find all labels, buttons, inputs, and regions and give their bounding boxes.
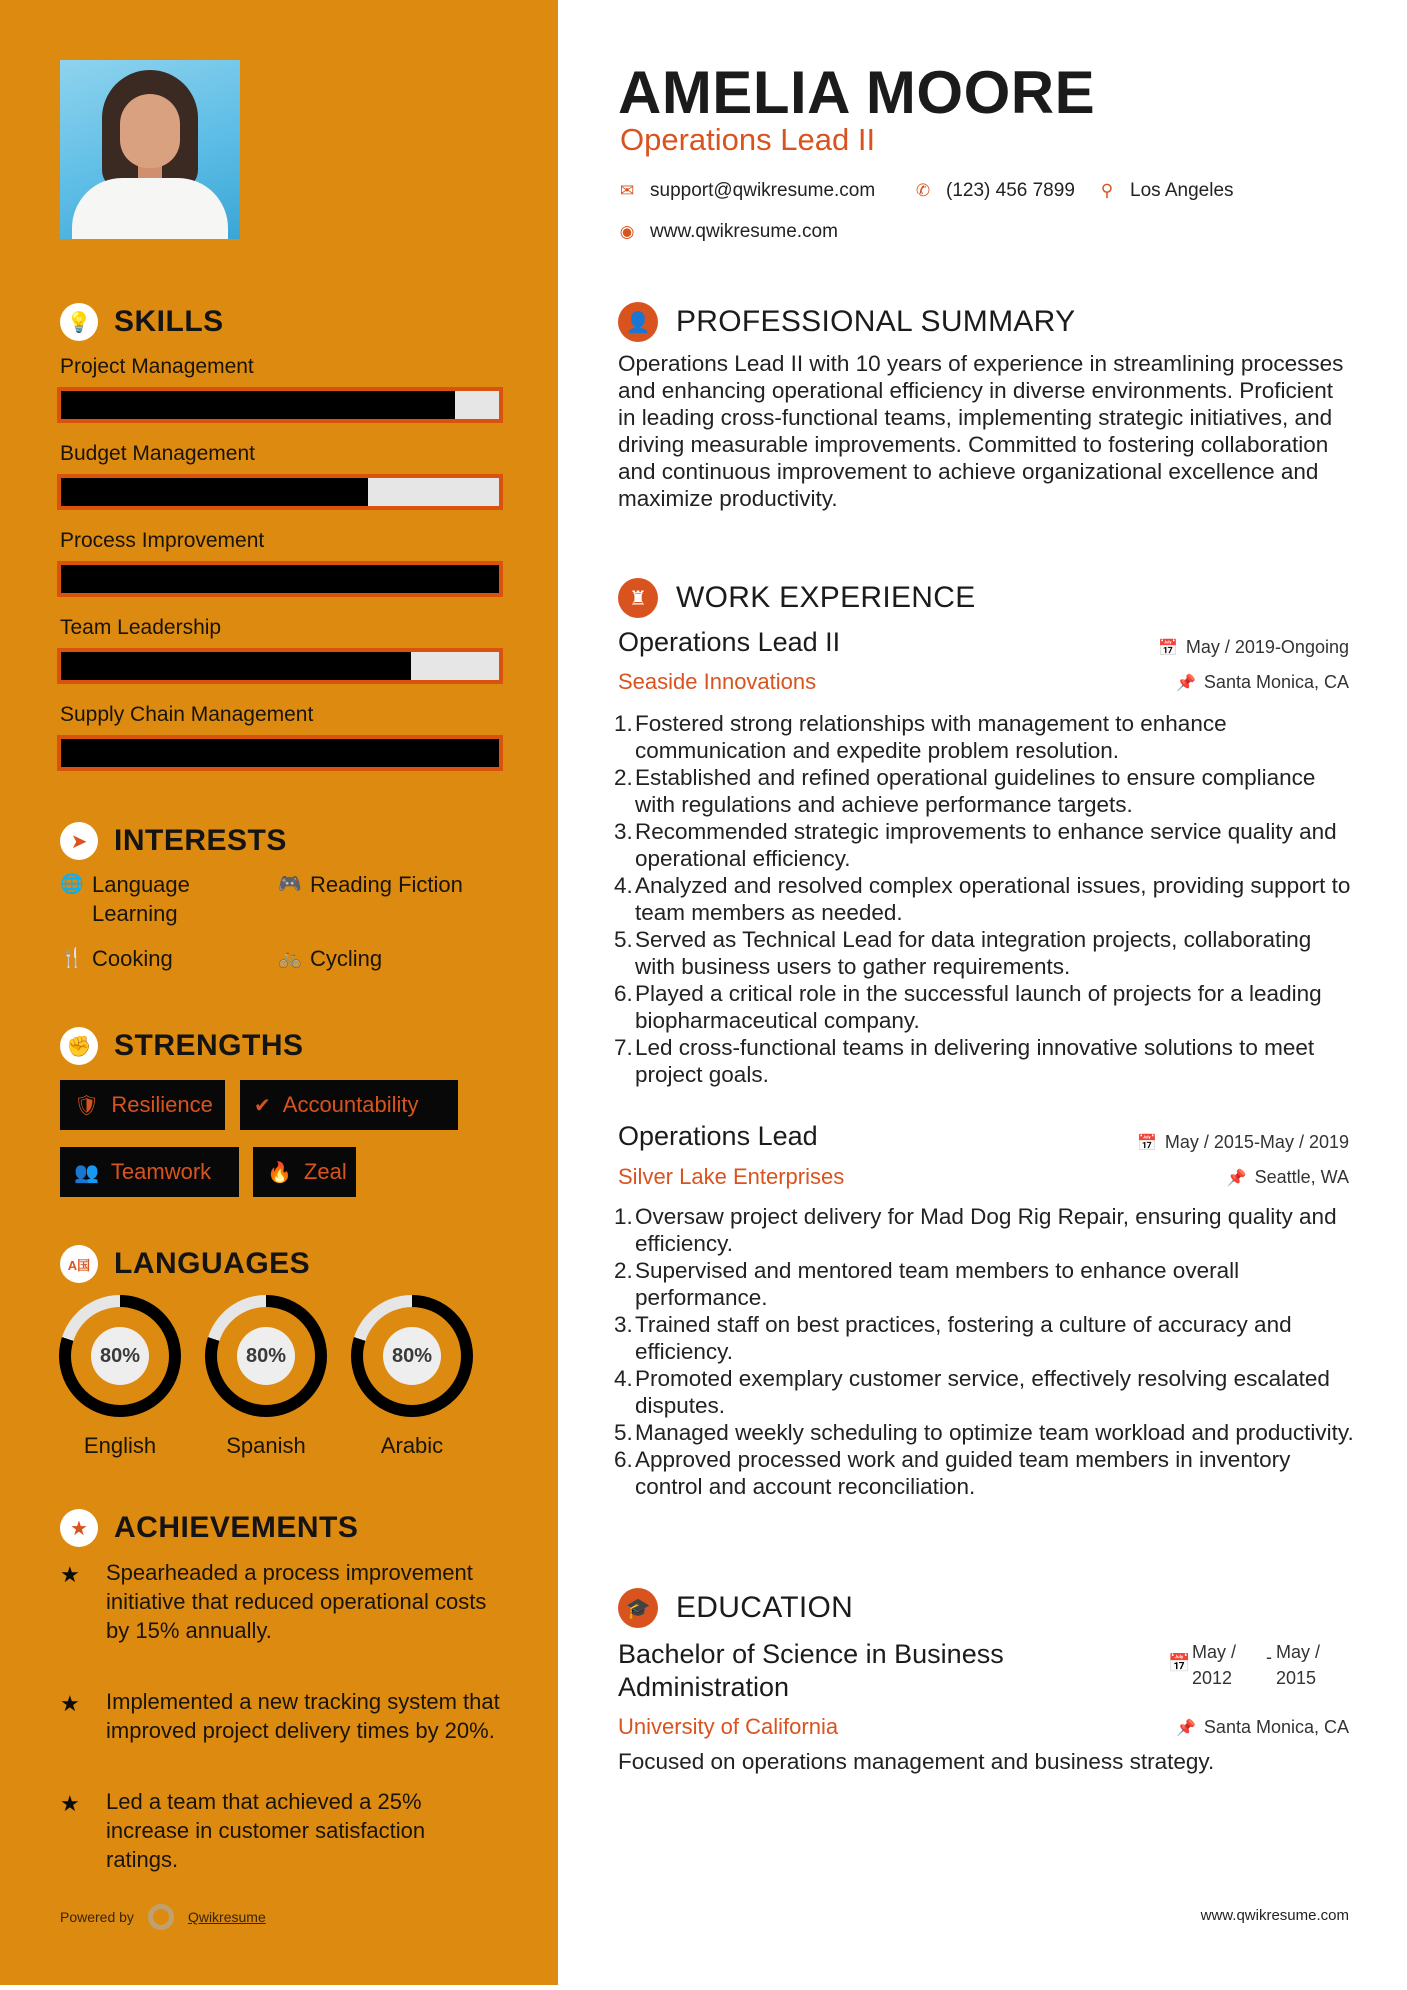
skill-bar-fill xyxy=(61,565,499,593)
calendar-icon: 📅 xyxy=(1168,1653,1191,1673)
language-item xyxy=(204,1295,328,1459)
interest-item: 🚲 Cycling xyxy=(278,946,383,971)
skill-bar xyxy=(57,387,503,423)
office-chair-icon: ♜ xyxy=(618,578,658,618)
language-name: Spanish xyxy=(226,1433,306,1458)
interest-item: 🎮 Reading Fiction xyxy=(278,872,463,897)
skill-label: Process Improvement xyxy=(60,529,265,552)
job-duties xyxy=(614,710,1354,1088)
pushpin-icon: 📌 xyxy=(1176,1719,1196,1737)
duty-item: Established and refined operational guidelines to ensure compliance with regulations and achieve performance targets. xyxy=(635,765,1316,817)
contact-location: ⚲ Los Angeles xyxy=(1098,180,1234,202)
powered-by: Powered by Qwikresume xyxy=(60,1904,266,1930)
duty-item: Approved processed work and guided team members in inventory control and account reconciliation. xyxy=(635,1447,1291,1499)
users-icon: 👥 xyxy=(74,1161,99,1184)
school-name: University of California xyxy=(618,1714,839,1739)
language-name: Arabic xyxy=(380,1433,444,1458)
shooting-star-icon: ★ xyxy=(60,1691,80,1716)
job-duties xyxy=(614,1203,1354,1500)
globe-icon: ◉ xyxy=(619,222,635,241)
language-percent: 80% xyxy=(91,1327,149,1385)
language-item xyxy=(350,1295,474,1459)
pushpin-icon: 📌 xyxy=(1176,674,1196,692)
duty-item: Led cross-functional teams in delivering innovative solutions to meet project goals. xyxy=(635,1035,1315,1087)
edu-end-date: May / 2015 xyxy=(1276,1642,1321,1688)
edu-start-date: May / 2012 xyxy=(1192,1642,1237,1688)
achievements-heading: ★ ACHIEVEMENTS xyxy=(60,1509,358,1547)
contact-website[interactable]: ◉ www.qwikresume.com xyxy=(619,221,838,242)
skill-bar xyxy=(57,474,503,510)
job-location: 📌 Santa Monica, CA xyxy=(1176,672,1349,692)
job-dates: 📅 May / 2015-May / 2019 xyxy=(1136,1132,1349,1152)
skill-bar xyxy=(57,648,503,684)
job-dates: 📅 May / 2019-Ongoing xyxy=(1157,637,1349,657)
calendar-icon: 📅 xyxy=(1136,1134,1157,1152)
pushpin-icon: 📌 xyxy=(1226,1169,1247,1187)
skill-bar-fill xyxy=(61,478,368,506)
duty-item: Played a critical role in the successful launch of projects for a leading biopharmaceutical company. xyxy=(635,981,1322,1033)
map-pin-icon: ⚲ xyxy=(1100,181,1114,200)
sidebar xyxy=(0,0,558,1985)
language-ring xyxy=(205,1295,327,1417)
shield-icon: 🛡 xyxy=(74,1094,100,1117)
strength-chip: 👥 Teamwork xyxy=(60,1147,239,1197)
skill-bar-fill xyxy=(61,652,411,680)
utensils-icon: 🍴 xyxy=(60,948,84,969)
star-icon: ★ xyxy=(60,1509,98,1547)
job-title: Operations Lead II xyxy=(618,627,841,657)
lightbulb-icon: 💡 xyxy=(60,303,98,341)
skill-bar xyxy=(57,561,503,597)
qwikresume-logo-icon xyxy=(148,1904,174,1930)
graduate-icon: 🎓 xyxy=(618,1588,658,1628)
interest-item: 🌐 Language Learning xyxy=(60,872,190,926)
skills-heading: 💡 SKILLS xyxy=(60,303,224,341)
contact-phone[interactable]: ✆ (123) 456 7899 xyxy=(915,180,1075,201)
edu-location: 📌 Santa Monica, CA xyxy=(1176,1717,1349,1737)
bicycle-icon: 🚲 xyxy=(278,948,302,969)
duty-item: Promoted exemplary customer service, effectively resolving escalated disputes. xyxy=(635,1366,1330,1418)
experience-heading: ♜ WORK EXPERIENCE xyxy=(618,578,976,618)
language-ring xyxy=(59,1295,181,1417)
gamepad-icon: 🎮 xyxy=(278,874,302,895)
duty-item: Fostered strong relationships with management to enhance communication and expedite problem resolution. xyxy=(635,711,1227,763)
candidate-title: Operations Lead II xyxy=(620,122,876,157)
achievement-item: ★ Led a team that achieved a 25% increase in customer satisfaction ratings. xyxy=(60,1789,426,1872)
edu-date-separator: - xyxy=(1266,1647,1272,1667)
duty-item: Supervised and mentored team members to enhance overall performance. xyxy=(635,1258,1240,1310)
job-title: Operations Lead xyxy=(618,1121,818,1151)
fist-icon: ✊ xyxy=(60,1027,98,1065)
strength-chip: 🛡 Resilience xyxy=(60,1080,225,1130)
job-location: 📌 Seattle, WA xyxy=(1226,1167,1349,1187)
envelope-icon: ✉ xyxy=(619,181,635,200)
strength-chip: ✔ Accountability xyxy=(240,1080,458,1130)
summary-text: Operations Lead II with 10 years of experience in streamlining processes and enhancing operational efficiency in diverse environments. Proficient in leading cross-functional teams, implementing strategic initiatives, and driving measurable improvements. Committed to fostering collaboration and continuous improvement to achieve organizational excellence and maximize productivity. xyxy=(618,351,1344,511)
languages-heading: A国 LANGUAGES xyxy=(60,1245,310,1283)
strengths-heading: ✊ STRENGTHS xyxy=(60,1027,304,1065)
skill-bar xyxy=(57,735,503,771)
paper-plane-icon: ➤ xyxy=(60,822,98,860)
strength-chip: 🔥 Zeal xyxy=(253,1147,356,1197)
skill-bar-fill xyxy=(61,391,455,419)
interests-heading: ➤ INTERESTS xyxy=(60,822,287,860)
job-company: Seaside Innovations xyxy=(618,669,817,694)
duty-item: Managed weekly scheduling to optimize team workload and productivity. xyxy=(635,1420,1354,1445)
calendar-icon: 📅 xyxy=(1157,639,1178,657)
skill-label: Budget Management xyxy=(60,442,255,465)
globe-icon: 🌐 xyxy=(60,874,84,895)
footer-url[interactable]: www.qwikresume.com xyxy=(1200,1907,1349,1924)
user-icon: 👤 xyxy=(618,302,658,342)
skill-label: Project Management xyxy=(60,355,254,378)
duty-item: Analyzed and resolved complex operational issues, providing support to team members as needed. xyxy=(635,873,1351,925)
photo-face xyxy=(120,94,180,168)
check-circle-icon: ✔ xyxy=(254,1094,271,1117)
skill-label: Supply Chain Management xyxy=(60,703,314,726)
language-ring xyxy=(351,1295,473,1417)
duty-item: Trained staff on best practices, fostering a culture of accuracy and efficiency. xyxy=(635,1312,1292,1364)
qwikresume-link[interactable]: Qwikresume xyxy=(187,1909,266,1925)
duty-item: Oversaw project delivery for Mad Dog Rig Repair, ensuring quality and efficiency. xyxy=(635,1204,1337,1256)
shooting-star-icon: ★ xyxy=(60,1791,80,1816)
language-item xyxy=(58,1295,182,1459)
job-company: Silver Lake Enterprises xyxy=(618,1164,845,1189)
edu-description: Focused on operations management and business strategy. xyxy=(618,1749,1215,1774)
duty-item: Recommended strategic improvements to enhance service quality and operational efficiency. xyxy=(635,819,1337,871)
education-heading: 🎓 EDUCATION xyxy=(618,1588,853,1628)
language-percent: 80% xyxy=(237,1327,295,1385)
photo-shirt xyxy=(72,178,228,239)
phone-icon: ✆ xyxy=(915,181,931,200)
duty-item: Served as Technical Lead for data integration projects, collaborating with business users to gather requirements. xyxy=(635,927,1312,979)
shooting-star-icon: ★ xyxy=(60,1562,80,1587)
degree-title: Bachelor of Science in Business Administration xyxy=(618,1639,1004,1702)
skill-bar-fill xyxy=(61,739,499,767)
skill-label: Team Leadership xyxy=(60,616,222,639)
achievement-item: ★ Spearheaded a process improvement initiative that reduced operational costs by 15% annually. xyxy=(60,1560,487,1643)
language-percent: 80% xyxy=(383,1327,441,1385)
translate-icon: A国 xyxy=(60,1245,98,1283)
contact-email[interactable]: ✉ support@qwikresume.com xyxy=(619,180,876,201)
profile-photo xyxy=(60,60,240,239)
achievement-item: ★ Implemented a new tracking system that improved project delivery times by 20%. xyxy=(60,1689,500,1743)
interest-item: 🍴 Cooking xyxy=(60,946,173,971)
candidate-name: AMELIA MOORE xyxy=(618,59,1096,126)
fire-icon: 🔥 xyxy=(267,1161,292,1184)
language-name: English xyxy=(83,1433,157,1458)
summary-heading: 👤 PROFESSIONAL SUMMARY xyxy=(618,302,1075,342)
